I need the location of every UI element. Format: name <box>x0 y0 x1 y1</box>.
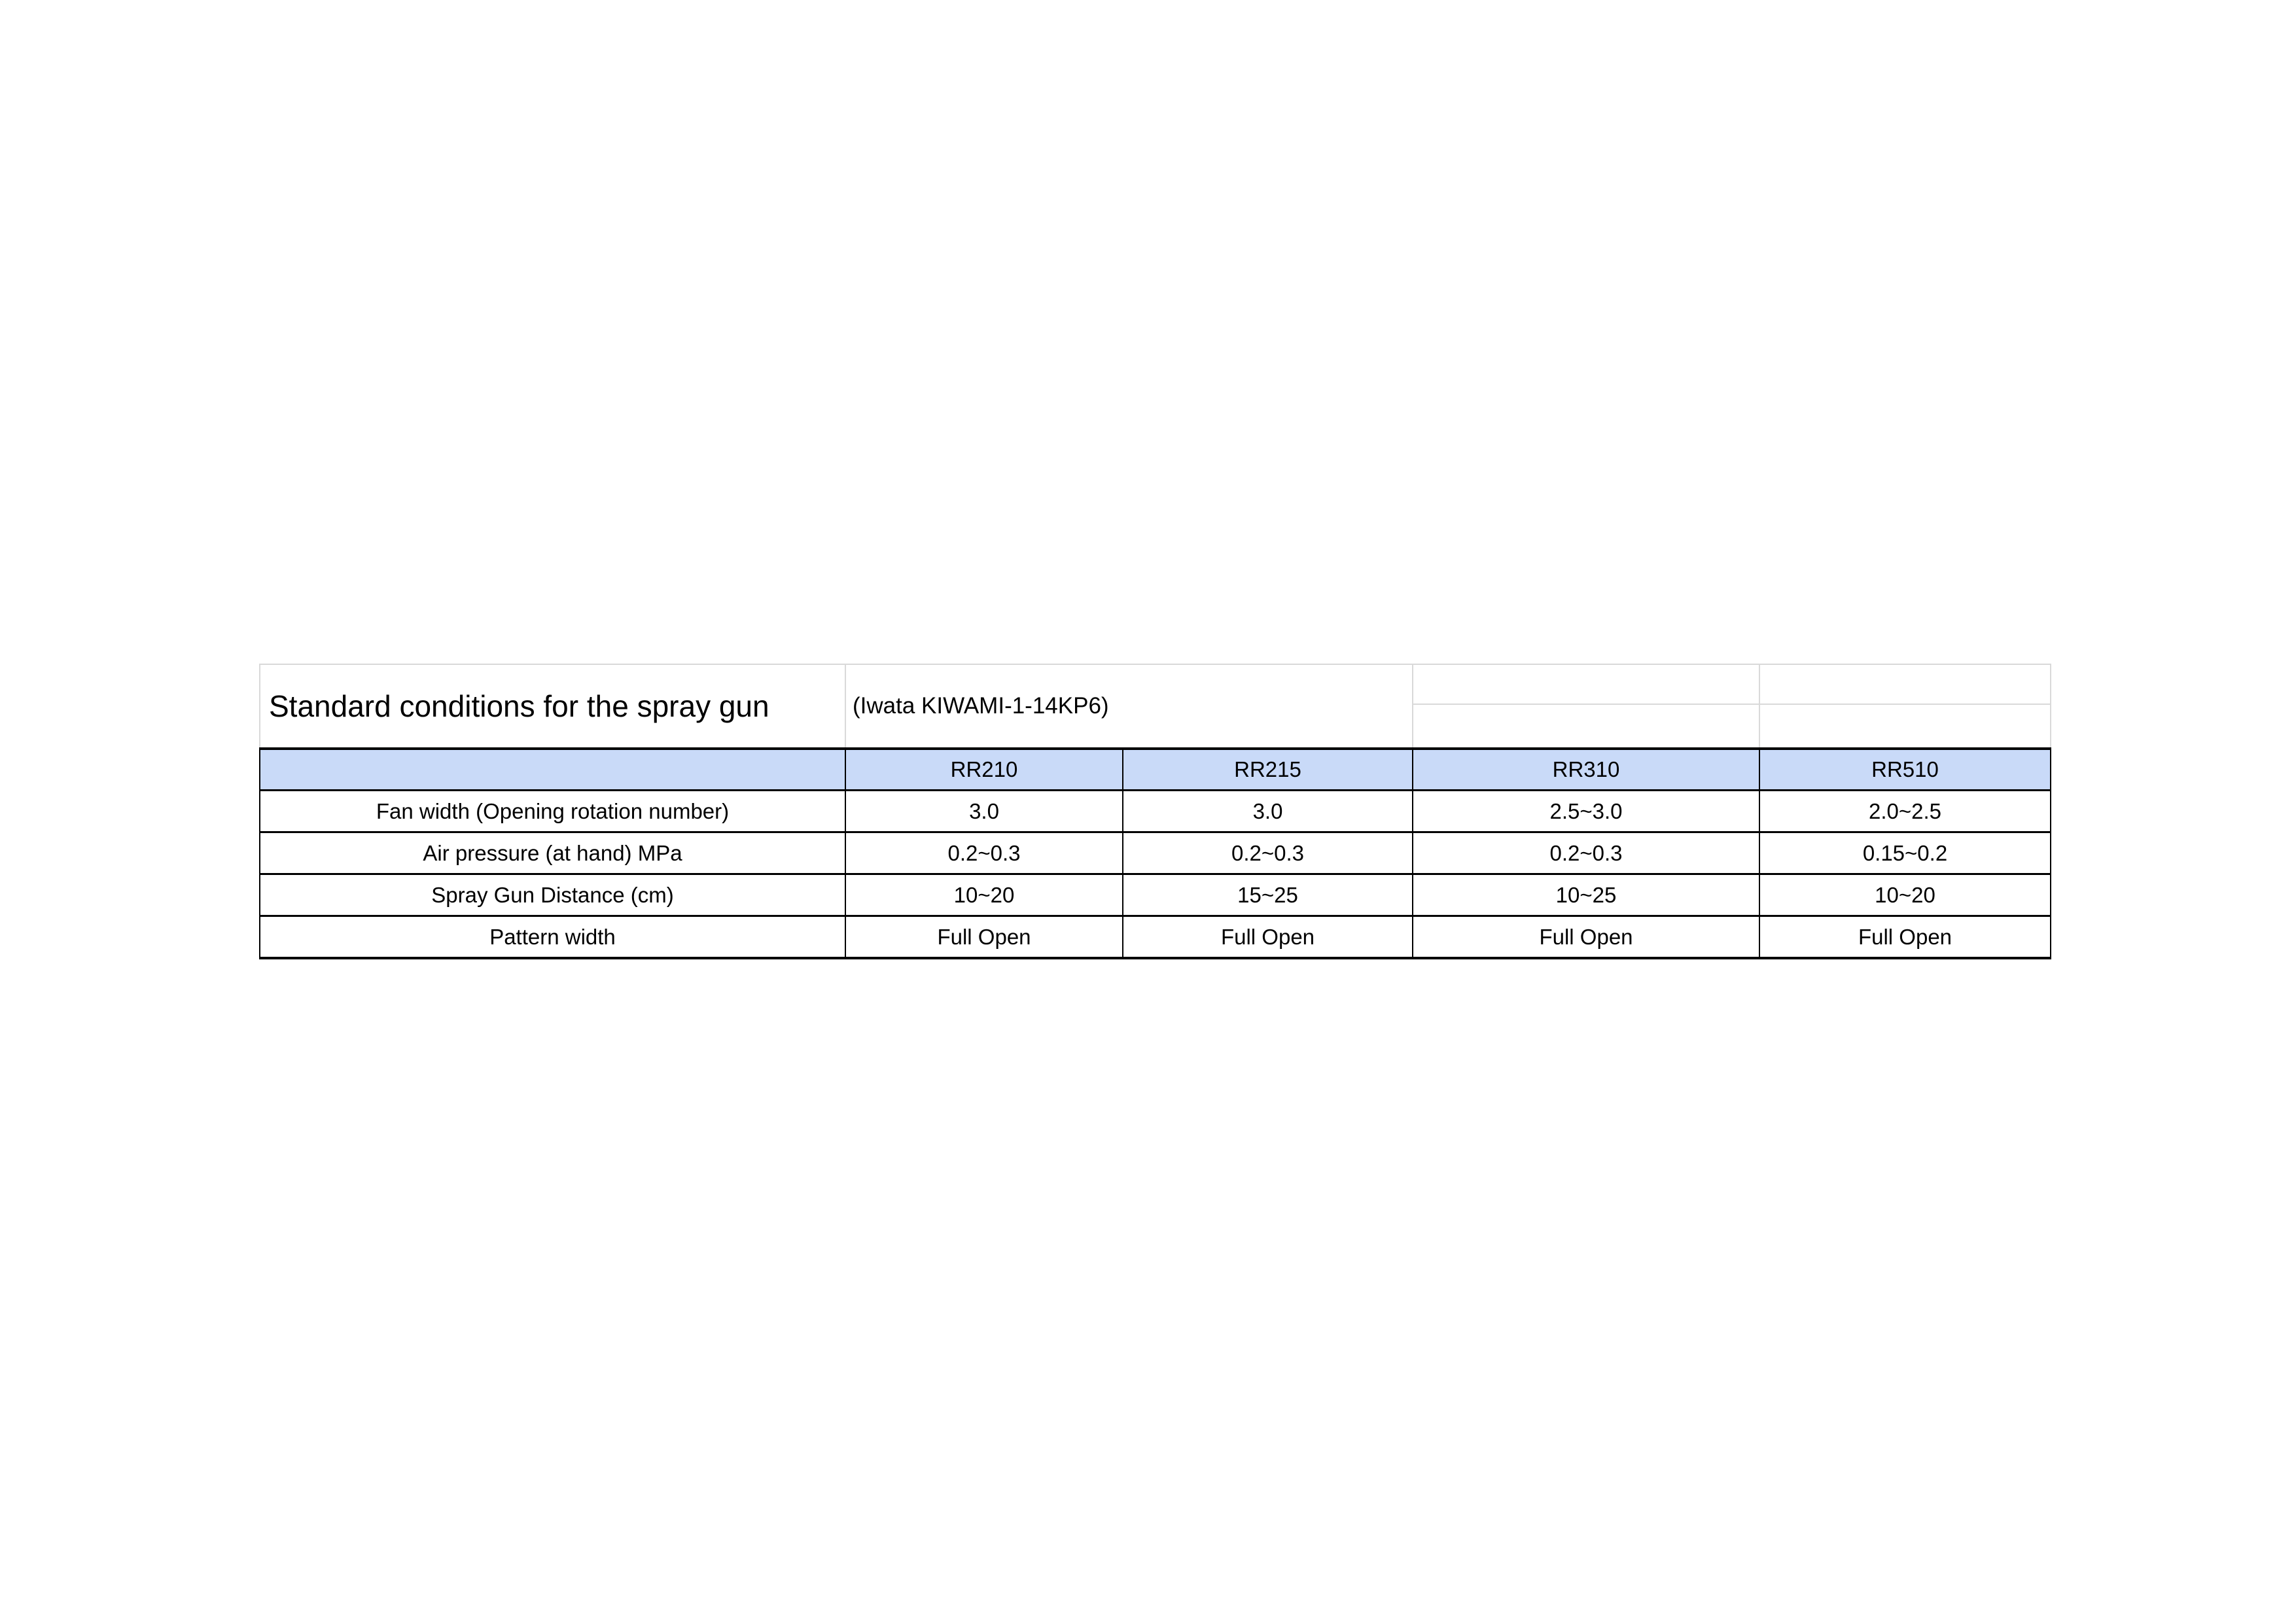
cell-value: 3.0 <box>1123 791 1413 832</box>
table-row-fan-width <box>260 791 2051 832</box>
cell-value: Full Open <box>1123 916 1413 959</box>
table-row-spray-gun-distance <box>260 874 2051 916</box>
cell-value: 2.5~3.0 <box>1413 791 1759 832</box>
empty-header-cell <box>1413 664 1759 704</box>
cell-value: 10~20 <box>845 874 1123 916</box>
model-header-row <box>260 749 2051 791</box>
cell-value: 10~20 <box>1759 874 2051 916</box>
cell-value: Full Open <box>1413 916 1759 959</box>
cell-value: 15~25 <box>1123 874 1413 916</box>
row-label: Fan width (Opening rotation number) <box>260 791 845 832</box>
empty-header-cell <box>1413 704 1759 749</box>
corner-cell <box>260 749 845 791</box>
table-row-air-pressure <box>260 832 2051 874</box>
cell-value: 3.0 <box>845 791 1123 832</box>
cell-value: 0.15~0.2 <box>1759 832 2051 874</box>
row-label: Air pressure (at hand) MPa <box>260 832 845 874</box>
table-title: Standard conditions for the spray gun <box>260 664 845 749</box>
cell-value: 2.0~2.5 <box>1759 791 2051 832</box>
cell-value: 10~25 <box>1413 874 1759 916</box>
column-header-rr310: RR310 <box>1413 749 1759 791</box>
table-row-pattern-width <box>260 916 2051 959</box>
cell-value: 0.2~0.3 <box>1123 832 1413 874</box>
column-header-rr210: RR210 <box>845 749 1123 791</box>
cell-value: Full Open <box>1759 916 2051 959</box>
cell-value: 0.2~0.3 <box>845 832 1123 874</box>
cell-value: Full Open <box>845 916 1123 959</box>
column-header-rr215: RR215 <box>1123 749 1413 791</box>
cell-value: 0.2~0.3 <box>1413 832 1759 874</box>
row-label: Pattern width <box>260 916 845 959</box>
column-header-rr510: RR510 <box>1759 749 2051 791</box>
empty-header-cell <box>1759 664 2051 704</box>
table-subtitle: (Iwata KIWAMI-1-14KP6) <box>845 664 1413 749</box>
row-label: Spray Gun Distance (cm) <box>260 874 845 916</box>
spray-gun-conditions-table <box>259 664 2051 959</box>
empty-header-cell <box>1759 704 2051 749</box>
title-row <box>260 664 2051 704</box>
